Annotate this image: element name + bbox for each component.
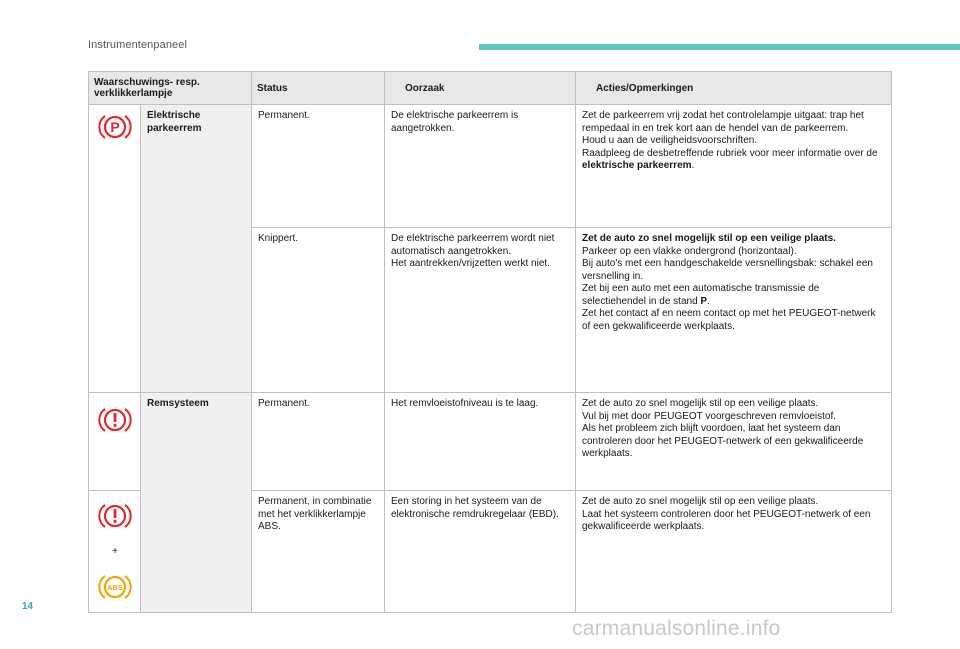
lamp-name-brake-system: Remsysteem bbox=[141, 393, 252, 613]
cause-text: De elektrische parkeerrem wordt niet automatisch aangetrokken. bbox=[391, 233, 555, 257]
brake-system-warning-icon bbox=[98, 405, 132, 440]
action-reference: elektrische parkeerrem bbox=[582, 160, 692, 171]
action-gear-position: P bbox=[700, 295, 708, 307]
lamp-name-parking-brake: Elektrische parkeerrem bbox=[141, 105, 252, 393]
column-header-lamp: Waarschuwings- resp. verklikkerlampje bbox=[89, 72, 252, 105]
table-header-row bbox=[89, 72, 892, 105]
cause-cell: Het remvloeistofniveau is te laag. bbox=[385, 393, 576, 491]
svg-text:P: P bbox=[110, 119, 120, 135]
actions-cell bbox=[576, 393, 892, 491]
warning-lights-table bbox=[88, 71, 892, 613]
action-text: Zet de auto zo snel mogelijk stil op een veilige plaats. bbox=[582, 398, 819, 409]
section-title: Instrumentenpaneel bbox=[88, 39, 188, 51]
brake-system-warning-icon bbox=[98, 501, 132, 536]
cause-cell: Een storing in het systeem van de elektronische remdrukregelaar (EBD). bbox=[385, 491, 576, 613]
column-header-status: Status bbox=[252, 72, 385, 105]
watermark: carmanualsonline.info bbox=[572, 617, 781, 640]
action-text: Raadpleeg de desbetreffende rubriek voor meer informatie over de bbox=[582, 147, 878, 159]
parking-brake-icon bbox=[98, 112, 132, 147]
action-text: Als het probleem zich blijft voordoen, laat het systeem dan controleren door het PEUGEOT-netwerk of een gekwalificeerde werkplaats. bbox=[582, 423, 864, 459]
page-number: 14 bbox=[22, 601, 34, 612]
action-text: Vul bij met door PEUGEOT voorgeschreven remvloeistof. bbox=[582, 410, 836, 422]
abs-icon bbox=[98, 572, 132, 607]
action-text: Parkeer op een vlakke ondergrond (horizontaal). bbox=[582, 245, 797, 257]
icon-cell bbox=[89, 105, 141, 393]
status-cell: Permanent, in combinatie met het verklikkerlampje ABS. bbox=[252, 491, 385, 613]
column-header-cause: Oorzaak bbox=[385, 72, 576, 105]
action-text: Zet de parkeerrem vrij zodat het controlelampje uitgaat: trap het rempedaal in en trek kort aan de hendel van de parkeerrem. bbox=[582, 110, 864, 134]
action-emphasis: Zet de auto zo snel mogelijk stil op een veilige plaats. bbox=[582, 233, 836, 244]
action-text: . bbox=[691, 160, 695, 171]
status-cell: Knippert. bbox=[252, 228, 385, 393]
cause-cell: De elektrische parkeerrem is aangetrokken. bbox=[385, 105, 576, 228]
icon-cell bbox=[89, 393, 141, 491]
status-cell: Permanent. bbox=[252, 105, 385, 228]
actions-cell bbox=[576, 105, 892, 228]
header-accent-bar bbox=[479, 44, 960, 50]
action-text: Zet bij een auto met een automatische transmissie de selectiehendel in de stand bbox=[582, 283, 820, 307]
actions-cell bbox=[576, 228, 892, 393]
status-cell: Permanent. bbox=[252, 393, 385, 491]
actions-cell bbox=[576, 491, 892, 613]
plus-sign: + bbox=[112, 545, 118, 557]
column-header-actions: Acties/Opmerkingen bbox=[576, 72, 892, 105]
cause-cell bbox=[385, 228, 576, 393]
cause-text: Het aantrekken/vrijzetten werkt niet. bbox=[391, 258, 550, 269]
table-row bbox=[89, 393, 892, 491]
action-text: Zet de auto zo snel mogelijk stil op een veilige plaats. bbox=[582, 496, 819, 507]
action-text: . bbox=[707, 295, 710, 307]
action-text: Bij auto's met een handgeschakelde versnellingsbak: schakel een versnelling in. bbox=[582, 258, 873, 282]
action-text: Laat het systeem controleren door het PEUGEOT-netwerk of een gekwalificeerde werkplaats. bbox=[582, 508, 871, 532]
table-row bbox=[89, 105, 892, 228]
abs-icon-label: ABS bbox=[107, 583, 123, 592]
action-text: Zet het contact af en neem contact op met het PEUGEOT-netwerk of een gekwalificeerde werkplaats. bbox=[582, 308, 876, 332]
action-text: Houd u aan de veiligheidsvoorschriften. bbox=[582, 135, 758, 146]
icon-cell bbox=[89, 491, 141, 613]
